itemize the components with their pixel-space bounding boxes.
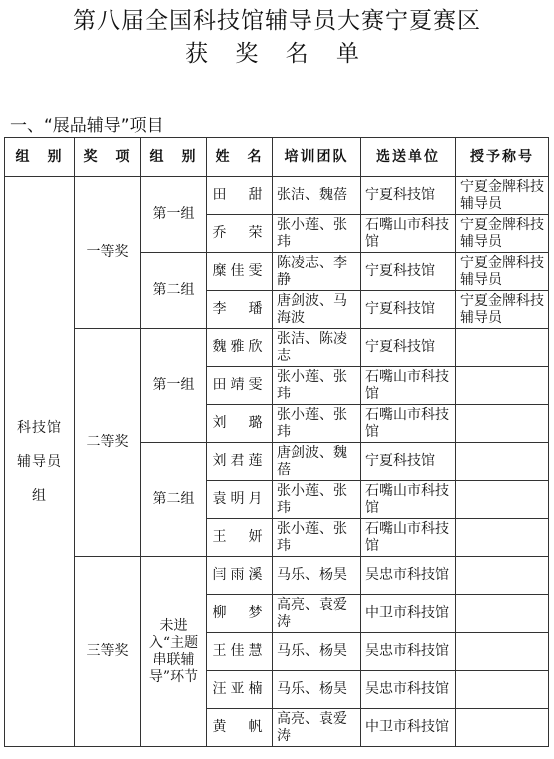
subgroup-cell: 第二组: [141, 443, 207, 557]
honor-cell: [456, 443, 549, 481]
name-cell: 王佳慧: [207, 633, 273, 671]
team-cell: 张小莲、张玮: [273, 367, 361, 405]
honor-cell: [456, 405, 549, 443]
award-first: 一等奖: [75, 177, 141, 329]
name-cell: 汪亚楠: [207, 671, 273, 709]
team-cell: 马乐、杨昊: [273, 557, 361, 595]
unit-cell: 宁夏科技馆: [361, 177, 456, 215]
header-category: 组 别: [5, 138, 75, 177]
unit-cell: 宁夏科技馆: [361, 329, 456, 367]
name-cell: 刘 璐: [207, 405, 273, 443]
table-row: [5, 329, 549, 367]
honor-cell: [456, 595, 549, 633]
name-cell: 黄 帆: [207, 709, 273, 747]
name-cell: 乔 荣: [207, 215, 273, 253]
honor-cell: 宁夏金牌科技辅导员: [456, 253, 549, 291]
honor-cell: [456, 367, 549, 405]
honor-cell: [456, 633, 549, 671]
name-cell: 魏雅欣: [207, 329, 273, 367]
name-cell: 袁明月: [207, 481, 273, 519]
team-cell: 陈凌志、李静: [273, 253, 361, 291]
unit-cell: 吴忠市科技馆: [361, 633, 456, 671]
honor-cell: [456, 709, 549, 747]
team-cell: 高亮、袁爱涛: [273, 595, 361, 633]
unit-cell: 石嘴山市科技馆: [361, 519, 456, 557]
unit-cell: 宁夏科技馆: [361, 291, 456, 329]
unit-cell: 吴忠市科技馆: [361, 671, 456, 709]
document-subtitle: 获 奖 名 单: [185, 41, 369, 67]
name-cell: 柳 梦: [207, 595, 273, 633]
name-cell: 田靖雯: [207, 367, 273, 405]
table-row: [5, 557, 549, 595]
name-cell: 糜佳雯: [207, 253, 273, 291]
name-cell: 闫雨溪: [207, 557, 273, 595]
header-unit: 选送单位: [361, 138, 456, 177]
honor-cell: [456, 671, 549, 709]
unit-cell: 中卫市科技馆: [361, 709, 456, 747]
unit-cell: 中卫市科技馆: [361, 595, 456, 633]
team-cell: 唐剑波、魏蓓: [273, 443, 361, 481]
team-cell: 张小莲、张玮: [273, 481, 361, 519]
table-header-row: [5, 138, 549, 177]
section-heading: 一、“展品辅导”项目: [10, 116, 164, 136]
team-cell: 张小莲、张玮: [273, 405, 361, 443]
document-title: 第八届全国科技馆辅导员大赛宁夏赛区: [73, 8, 481, 34]
subgroup-cell: 第一组: [141, 177, 207, 253]
unit-cell: 石嘴山市科技馆: [361, 481, 456, 519]
unit-cell: 宁夏科技馆: [361, 253, 456, 291]
subgroup-cell: 未进入“主题串联辅导”环节: [141, 557, 207, 747]
header-subgroup: 组 别: [141, 138, 207, 177]
unit-cell: 宁夏科技馆: [361, 443, 456, 481]
category-cell: 科技馆辅导员组: [5, 177, 75, 747]
header-name: 姓 名: [207, 138, 273, 177]
name-cell: 王 妍: [207, 519, 273, 557]
honor-cell: [456, 481, 549, 519]
awards-table: [4, 137, 549, 747]
header-team: 培训团队: [273, 138, 361, 177]
honor-cell: [456, 329, 549, 367]
unit-cell: 石嘴山市科技馆: [361, 215, 456, 253]
team-cell: 马乐、杨昊: [273, 671, 361, 709]
honor-cell: [456, 557, 549, 595]
team-cell: 唐剑波、马海波: [273, 291, 361, 329]
team-cell: 马乐、杨昊: [273, 633, 361, 671]
subgroup-cell: 第一组: [141, 329, 207, 443]
award-second: 二等奖: [75, 329, 141, 557]
header-award: 奖 项: [75, 138, 141, 177]
table-row: [5, 177, 549, 215]
team-cell: 张洁、魏蓓: [273, 177, 361, 215]
unit-cell: 石嘴山市科技馆: [361, 367, 456, 405]
header-honor: 授予称号: [456, 138, 549, 177]
name-cell: 李 璠: [207, 291, 273, 329]
team-cell: 高亮、袁爱涛: [273, 709, 361, 747]
unit-cell: 吴忠市科技馆: [361, 557, 456, 595]
team-cell: 张小莲、张玮: [273, 519, 361, 557]
honor-cell: 宁夏金牌科技辅导员: [456, 215, 549, 253]
name-cell: 刘君莲: [207, 443, 273, 481]
name-cell: 田 甜: [207, 177, 273, 215]
honor-cell: 宁夏金牌科技辅导员: [456, 177, 549, 215]
team-cell: 张小莲、张玮: [273, 215, 361, 253]
award-third: 三等奖: [75, 557, 141, 747]
subgroup-cell: 第二组: [141, 253, 207, 329]
team-cell: 张洁、陈凌志: [273, 329, 361, 367]
unit-cell: 石嘴山市科技馆: [361, 405, 456, 443]
honor-cell: 宁夏金牌科技辅导员: [456, 291, 549, 329]
honor-cell: [456, 519, 549, 557]
